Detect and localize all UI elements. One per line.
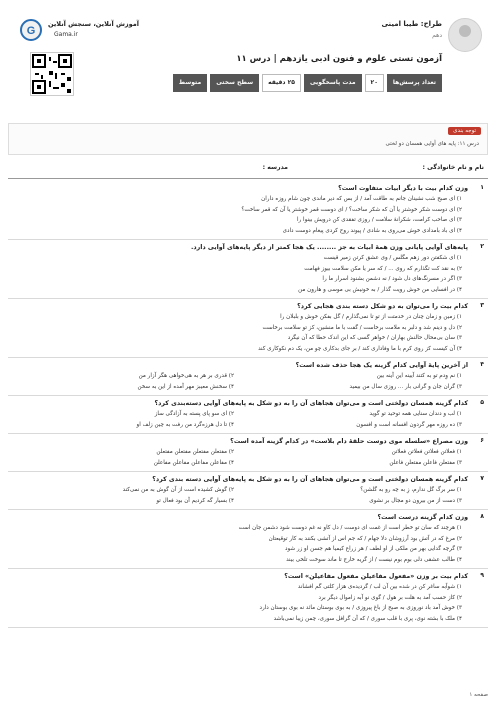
question-number: ۱ (480, 184, 484, 191)
gama-logo-icon (20, 19, 42, 41)
answer-option[interactable]: ۱) ای شکفتن دور زهم مگلس / وی عشق کرتن زمیر قیست (323, 255, 462, 261)
answer-option[interactable]: ۲) مرغ که در آتش بود آرزوشان دلا جهام / که جم اس از آتشی بکنند به کار توقیعتان (268, 535, 462, 542)
answer-option[interactable]: ۴) طالب عشقی دلی بوم بوم نیست / از گریه خارج تا ماند سوخت تلخی بیند (286, 556, 462, 563)
brand-block[interactable] (14, 16, 174, 42)
question-item (8, 472, 488, 510)
answer-option[interactable]: ۴) تا دل هرزه‌گرد من رفت به چین زلف او (136, 421, 234, 428)
answer-option[interactable]: ۳) ده روزه مهر گردون افسانه است و افسون (356, 421, 462, 428)
duration-value: ۲۵ دقیقه (262, 74, 301, 92)
answer-option[interactable]: ۴) در افسایی من خوش رویت گذار / به خونیش بی موسی و هارون من (298, 286, 462, 293)
notice-text: درس ۱۱: پایه های آوایی همسان دو لختی (385, 141, 479, 147)
answer-option[interactable]: ۲) ای سو پای پسته به آزادگی ساز (154, 411, 234, 417)
answer-option[interactable]: ۳) گران جان و گرانی بار ... روزی سال من بیمید (349, 383, 462, 390)
question-count-value: ۲۰ (365, 74, 384, 92)
answer-option[interactable]: ۳) گرچه گدایی بهر من ملکی از او لطف / هر زراع کیمیا هم جسن او زر شود (285, 546, 462, 552)
brand-site[interactable]: Gama.ir (54, 31, 78, 38)
name-field-label: نام و نام خانوادگی : (422, 164, 484, 171)
question-stem: کدام گزینه همسان دولختی است و می‌توان هجاهای آن را به دو شکل به پایه‌های آوایی دسته‌بندی کرد؟ (154, 400, 468, 407)
brand-name: آموزش آنلاین، سنجش آنلاین (48, 20, 140, 28)
answer-option[interactable]: ۲) به نقد کت تگذارم که روی ... / که سر یا مکن سلامت بیوز فهامت (304, 265, 462, 272)
question-stem: کدام بیت بر وزن «مفعول مفاعیلن مفعول مفاعیلن» است؟ (284, 573, 468, 580)
page-number: صفحه ۱ (469, 692, 488, 698)
answer-option[interactable]: ۱) نم وِدم تو به کتند آیینه این آینه بین (376, 373, 462, 379)
question-stem: کدام بیت را می‌توان به دو شکل دسته بندی هجایی کرد؟ (297, 303, 468, 310)
options-list (12, 447, 468, 468)
grade-label: دهم (432, 32, 442, 39)
answer-option[interactable]: ۴) ملک با بشته نوی، پری با قلب سوری / که آن گرافل سوری، چمن زیبا نمی‌باشد (273, 615, 462, 622)
options-list (12, 371, 468, 392)
question-number: ۹ (480, 572, 484, 579)
question-number: ۲ (480, 243, 484, 250)
answer-option[interactable]: ۱) فعلاتن فعلاتن فعلاتن فعلاتن (391, 449, 462, 455)
answer-option[interactable]: ۴) مفاعلن مفاعلن مفاعلن مفاعلن (153, 459, 234, 466)
question-list (8, 181, 488, 628)
answer-option[interactable]: ۳) مفتعلن فاعلن مفتعلن فاعلن (389, 459, 462, 466)
question-stem: وزن کدام گزینه درست است؟ (377, 514, 468, 521)
options-list (12, 523, 468, 565)
question-stem: کدام گزینه همسان دولختی است و می‌توان هجاهای آن را به دو شکل به پایه‌های آوایی دسته‌ بندی کرد؟ (152, 476, 468, 483)
question-stem: پایه‌های آوایی پایانی وزن همهٔ ابیات به جز ........ یک هجا کمتر از دیگر پایه‌های آوایی دارد. (191, 244, 468, 251)
divider (8, 178, 488, 179)
question-number: ۴ (480, 361, 484, 368)
svg-text:G: G (26, 25, 36, 37)
options-list (12, 582, 468, 624)
difficulty-label: سطح سختی (210, 74, 259, 92)
question-stem: از آخرین پایهٔ آوایی کدام گزینه یک هجا حذف شده است؟ (295, 362, 468, 369)
exam-stats (173, 74, 442, 92)
question-item (8, 569, 488, 628)
exam-title: آزمون تستی علوم و فنون ادبی یازدهم | درس ۱۱ (236, 54, 442, 64)
answer-option[interactable]: ۳) خوش آمد باد نوروزی به صبح از باغ پیروزی / به بوی بوستان مائد نه بوی بوستان دارد (259, 605, 462, 611)
options-list (12, 485, 468, 506)
designer-avatar (448, 18, 482, 52)
answer-option[interactable]: ۱) زمین و زمان چنان در خدمتت از تو تا نمی‌گذارم / گل بفکن خوش و بلبلان را (280, 314, 462, 320)
options-list (12, 253, 468, 295)
question-item (8, 240, 488, 299)
question-number: ۵ (480, 399, 484, 406)
qr-code-icon (30, 52, 74, 96)
student-fields (8, 162, 488, 176)
options-list (12, 409, 468, 430)
question-item (8, 358, 488, 396)
question-number: ۷ (480, 475, 484, 482)
question-item (8, 299, 488, 358)
question-item (8, 434, 488, 472)
answer-option[interactable]: ۴) آن کیست کز روی کرم با ما وفاداری کند / بر جای بدکاری چو من، یک دم نکوکاری کند (258, 345, 462, 352)
answer-option[interactable]: ۳) سان بی‌محال حالنش بهاران / خواهر گسی که این اندک حطا که آن نیگرد (287, 335, 462, 341)
answer-option[interactable]: ۴) ای باد بامدادی خوش می‌روی به شادی / پیوند روح کردی پیغام دوست دادی (282, 227, 462, 234)
question-item (8, 510, 488, 569)
question-item (8, 181, 488, 240)
answer-option[interactable]: ۲) کاز حسب آمد به هلت بر هول / گوی نو آبه زاموال دیگر برد (318, 594, 462, 601)
options-list (12, 194, 468, 236)
header (8, 8, 488, 98)
notice-badge: توجه بندی (448, 127, 481, 135)
designer-name: طراح: طیبا امینی (381, 20, 442, 28)
question-item (8, 396, 488, 434)
answer-option[interactable]: ۴) سخنش معیبز مهر آمده از این به سخن (137, 383, 234, 390)
school-field-label: مدرسه : (262, 164, 288, 171)
answer-option[interactable]: ۲) ای دوست شکر خوشتر یا آن که شکر ساخت؟ / ای دوست قمر خوشتر یا آن که قمر ساخت؟ (241, 206, 462, 213)
difficulty-value: متوسط (173, 74, 207, 92)
answer-option[interactable]: ۴) بسیار گه کردیم آن بود فعال تو (156, 497, 234, 504)
question-number: ۶ (480, 437, 484, 444)
question-number: ۳ (480, 302, 484, 309)
answer-option[interactable]: ۳) دست از من بیرون دو مجال بر نشوی (369, 497, 462, 504)
answer-option[interactable]: ۱) هرچند که سان تو خطر است از غمت ای دوست / دل کاو نه غم دوست شود دشمن جان است (238, 525, 462, 531)
question-stem: وزن کدام بیت با دیگر ابیات متفاوت است؟ (338, 185, 468, 192)
answer-option[interactable]: ۲) گوش کشیده است از آن گوش به من نمی‌کند (122, 487, 234, 493)
answer-option[interactable]: ۱) سر برگ گل ندارم، زِ به چه رو به گلشن؟ (360, 487, 462, 493)
question-stem: وزن مصراع «سلسله موی دوست حلقهٔ دام بلاست» در کدام گزینه آمده است؟ (230, 438, 468, 445)
answer-option[interactable]: ۳) اگر در مسرنگ‌های دل شود / نه دشمن بشنود اسرار ما را (322, 276, 462, 282)
answer-option[interactable]: ۱) لب و دندان سنایی همه توحید تو گوید (369, 411, 462, 417)
duration-label: مدت پاسخگویی (304, 74, 362, 92)
notice-box (8, 123, 488, 155)
answer-option[interactable]: ۳) ای صاحب کرامت، شکرانهٔ سلامت / روزی تفقدی کن درویش بینوا را (297, 217, 462, 223)
options-list (12, 312, 468, 354)
question-number: ۸ (480, 513, 484, 520)
question-count-label: تعداد پرسش‌ها (387, 74, 442, 92)
answer-option[interactable]: ۱) شوآبه ساغر کن در شده بین آن لب / گردیده‌ی هزار کلتی گم افشاند (297, 584, 462, 590)
answer-option[interactable]: ۱) ای صبح شب نشینان جانم به طاقت آمد / از بس که دیر ماندی چون شام روزه داران (261, 196, 462, 202)
answer-option[interactable]: ۲) مفتعلن مفتعلن مفتعلن مفتعلن (156, 449, 234, 455)
answer-option[interactable]: ۲) دل و دینم شد و دلبر به ملامت برخاست / گفت با ما منشین، کز تو سلامت برخاست (262, 324, 462, 331)
answer-option[interactable]: ۲) قدری بر هر به هی‌خواهی هگر آزار من (138, 373, 234, 379)
